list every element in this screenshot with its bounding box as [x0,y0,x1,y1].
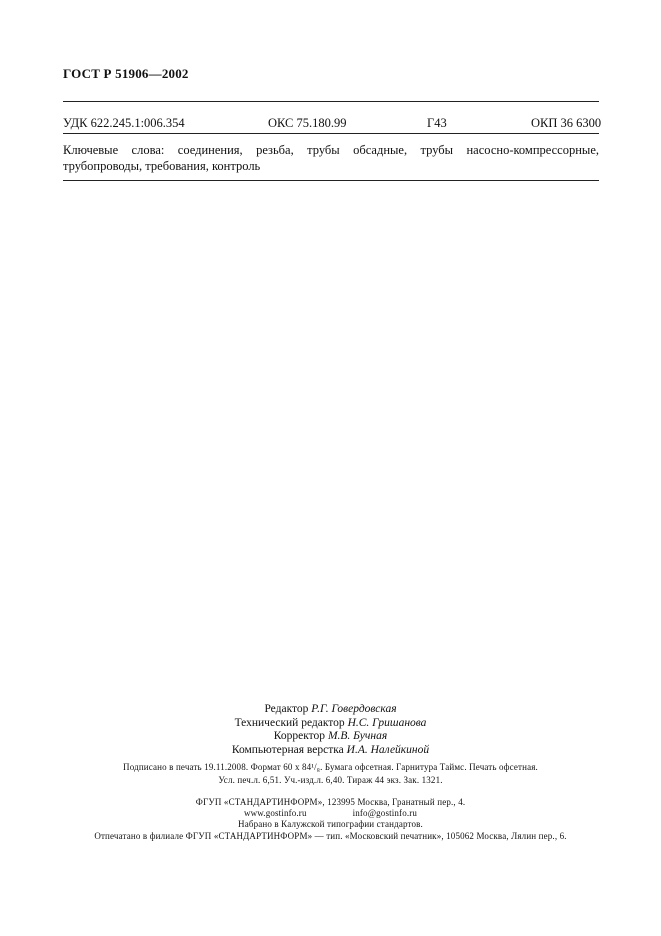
print-info-line-2: Усл. печ.л. 6,51. Уч.-изд.л. 6,40. Тираж 44 экз. Зак. 1321. [218,774,443,785]
layout-role: Компьютерная верстка [231,743,347,756]
editor-name: Р.Г. Говердовская [311,703,397,715]
publisher-line-1: ФГУП «СТАНДАРТИНФОРМ», 123995 Москва, Гранатный пер., 4. [195,797,466,807]
publisher-email: info@gostinfo.ru [352,808,418,819]
tech-editor-line [0,717,661,731]
top-divider [63,101,599,102]
tech-editor-role: Технический редактор [234,716,348,729]
okp-code: ОКП 36 6300 [531,116,602,130]
credits-block [0,703,661,757]
group-code: Г43 [427,116,447,130]
udk-code: УДК 622.245.1:006.354 [63,116,185,130]
publisher-contacts [0,808,661,819]
corrector-name: М.В. Бучная [327,730,388,742]
publisher-block [0,797,661,842]
editor-line [0,703,661,717]
editor-role: Редактор [264,703,312,715]
print-info-block [0,761,661,786]
keywords-divider [63,180,599,181]
layout-name: И.А. Налейкиной [346,743,430,756]
publisher-line-4: Отпечатано в филиале ФГУП «СТАНДАРТИНФОРМ» — тип. «Московский печатник», 105062 Москва, Лялин пер., 6. [94,830,567,841]
layout-line [0,744,661,758]
document-standard-number: ГОСТ Р 51906—2002 [63,66,189,81]
keywords-paragraph: Ключевые слова: соединения, резьба, трубы обсадные, трубы насосно-компрессорные, трубопроводы, требования, контроль [63,143,599,173]
tech-editor-name: Н.С. Гришанова [347,716,427,729]
publisher-website: www.gostinfo.ru [243,808,307,819]
corrector-line [0,730,661,744]
print-info-line-1: Подписано в печать 19.11.2008. Формат 60 x 84¹/₈. Бумага офсетная. Гарнитура Таймс. Печать офсетная. [123,762,538,772]
oks-code: ОКС 75.180.99 [268,116,347,130]
publisher-line-3: Набрано в Калужской типографии стандартов. [238,819,423,830]
corrector-role: Корректор [273,730,328,742]
classification-divider [63,133,599,134]
